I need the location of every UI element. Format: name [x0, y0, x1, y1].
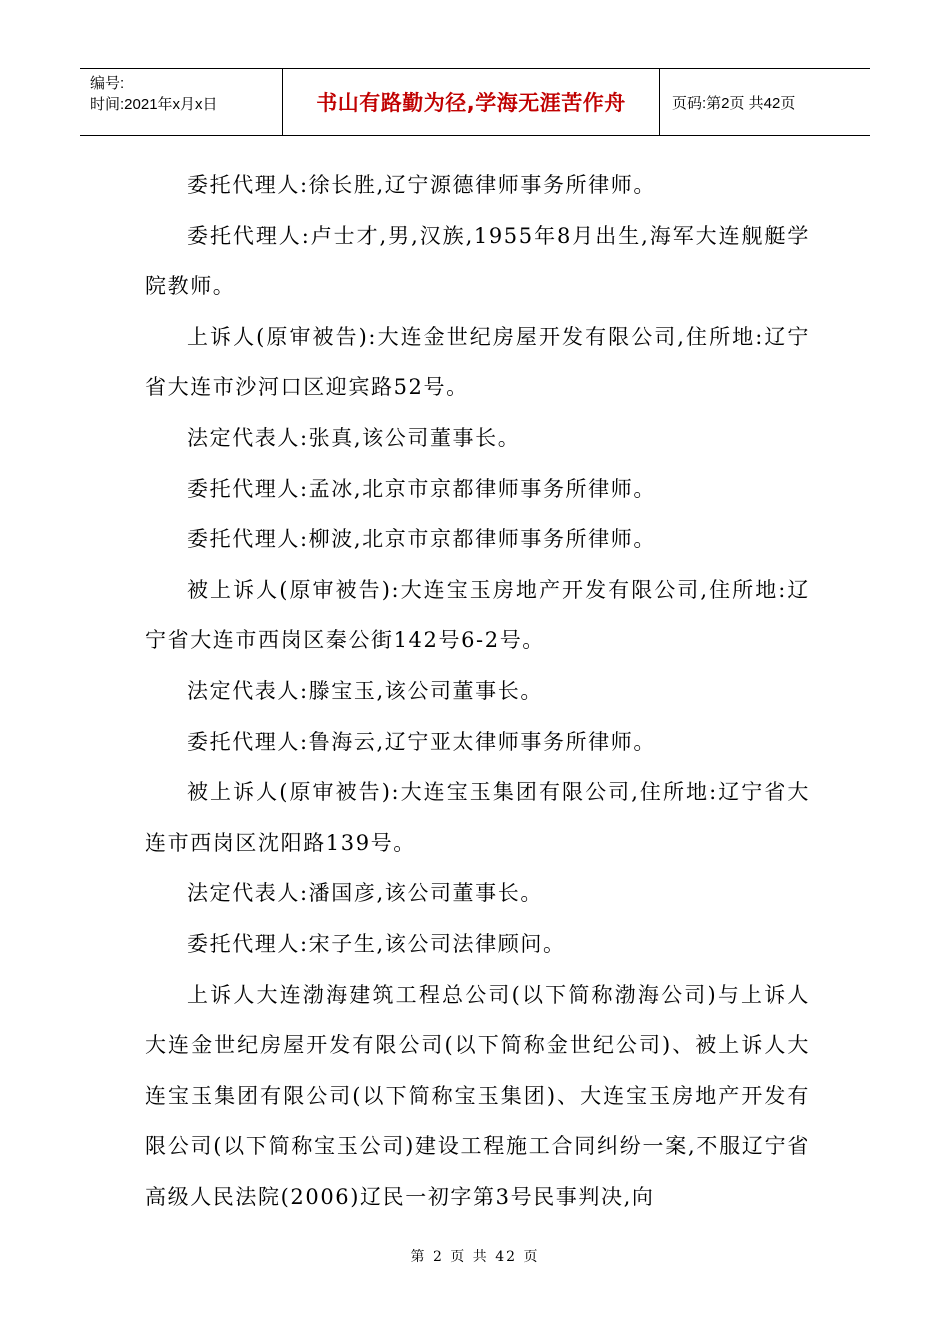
paragraph-appellee-baoyu-realestate: 被上诉人(原审被告):大连宝玉房地产开发有限公司,住所地:辽宁省大连市西岗区秦公街142号6-2号。: [145, 577, 810, 653]
document-body: [145, 160, 810, 1222]
paragraph-legal-rep-zhang: 法定代表人:张真,该公司董事长。: [187, 425, 521, 450]
paragraph-agent-song: 委托代理人:宋子生,该公司法律顾问。: [187, 931, 566, 956]
header-meta: [80, 69, 283, 135]
paragraph-agent-liu: 委托代理人:柳波,北京市京都律师事务所律师。: [187, 527, 656, 552]
paragraph-agent-meng: 委托代理人:孟冰,北京市京都律师事务所律师。: [187, 476, 656, 501]
page-header: [80, 68, 870, 136]
document-number-label: 编号:: [90, 75, 125, 92]
paragraph-agent-xu: 委托代理人:徐长胜,辽宁源德律师事务所律师。: [187, 173, 656, 197]
paragraph-case-summary: 上诉人大连渤海建筑工程总公司(以下简称渤海公司)与上诉人大连金世纪房屋开发有限公司(以下简称金世纪公司)、被上诉人大连宝玉集团有限公司(以下简称宝玉集团)、大连宝玉房地产开发有限公司(以下简称宝玉公司)建设工程施工合同纠纷一案,不服辽宁省高级人民法院(2006)辽民一初字第3号民事判决,向: [145, 982, 810, 1209]
header-page-info: 页码:第2页 共42页: [672, 94, 796, 112]
paragraph-appellee-baoyu-group: 被上诉人(原审被告):大连宝玉集团有限公司,住所地:辽宁省大连市西岗区沈阳路139号。: [145, 780, 810, 855]
header-motto: 书山有路勤为径,学海无涯苦作舟: [283, 69, 660, 135]
paragraph-legal-rep-pan: 法定代表人:潘国彦,该公司董事长。: [187, 881, 543, 906]
document-time-label: 时间:2021年x月x日: [90, 96, 218, 113]
paragraph-agent-lu-haiyun: 委托代理人:鲁海云,辽宁亚太律师事务所律师。: [187, 729, 656, 754]
page-footer: 第 2 页 共 42 页: [410, 1249, 540, 1265]
paragraph-appellant-jinshiji: 上诉人(原审被告):大连金世纪房屋开发有限公司,住所地:辽宁省大连市沙河口区迎宾路52号。: [145, 324, 810, 400]
paragraph-agent-lu: 委托代理人:卢士才,男,汉族,1955年8月出生,海军大连舰艇学院教师。: [145, 223, 810, 299]
paragraph-legal-rep-teng: 法定代表人:滕宝玉,该公司董事长。: [187, 678, 543, 703]
